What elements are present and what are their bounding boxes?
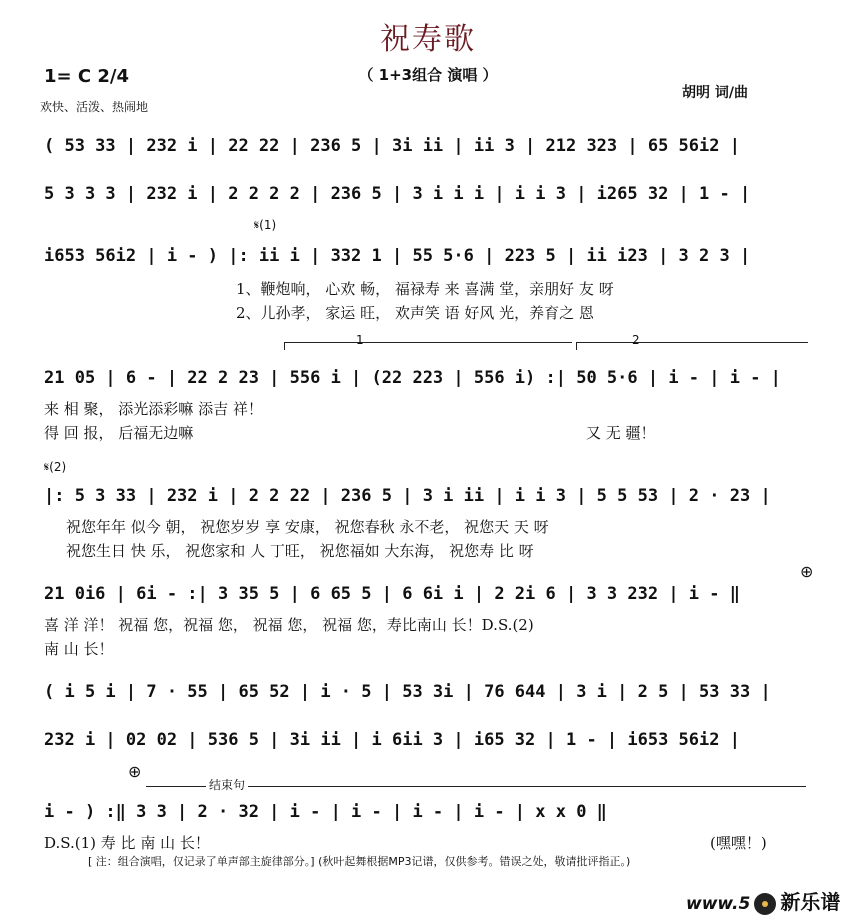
lyrics-verse2-a: 2、儿孙孝， 家运 旺， 欢声笑 语 好风 光，养育之 恩	[236, 304, 594, 322]
record-icon	[754, 893, 776, 915]
lyrics-chorus-a: 祝您年年 似今 朝， 祝您岁岁 享 安康， 祝您春秋 永不老， 祝您天 天 呀	[66, 518, 549, 536]
notation-line-4: 21 05 | 6 - | 22 2 23 | 556 i | (22 223 | 556 i) :| 50 5·6 | i - | i - |	[44, 368, 781, 388]
segno-sign-1: 𝄋(1)	[254, 218, 277, 232]
tempo-marking: 欢快、活泼、热闹地	[40, 100, 149, 114]
volta-tick-1	[284, 342, 285, 350]
notation-line-1: ( 53 33 | 232 i | 22 22 | 236 5 | 3i ii | ii 3 | 212 323 | 65 56i2 |	[44, 136, 740, 156]
coda-icon-2: ⊕	[128, 762, 142, 781]
notation-line-3: i653 56i2 | i - ) |: ii i | 332 1 | 55 5·6 | 223 5 | ii i23 | 3 2 3 |	[44, 246, 751, 266]
notation-line-6: 21 0i6 | 6i - :| 3 35 5 | 6 65 5 | 6 6i i | 2 2i 6 | 3 3 232 | i - ‖	[44, 584, 740, 604]
notation-line-9: i - ) :‖ 3 3 | 2 · 32 | i - | i - | i - | i - | x x 0 ‖	[44, 802, 607, 822]
notation-line-2: 5 3 3 3 | 232 i | 2 2 2 2 | 236 5 | 3 i i i | i i 3 | i265 32 | 1 - |	[44, 184, 751, 204]
lyrics-chorus-d: 南 山 长！	[44, 640, 114, 658]
site-logo	[686, 886, 840, 915]
logo-url: www.5	[686, 894, 751, 914]
footnote: [ 注：组合演唱，仅记录了单声部主旋律部分。] (秋叶起舞根据MP3记谱，仅供参考。错误之处，敬请批评指正。)	[88, 855, 631, 868]
volta-tick-2	[576, 342, 577, 350]
composer-credit: 胡明 词/曲	[682, 85, 748, 101]
notation-line-7: ( i 5 i | 7 · 55 | 65 52 | i · 5 | 53 3i | 76 644 | 3 i | 2 5 | 53 33 |	[44, 682, 771, 702]
lyrics-verse1-b: 来 相 聚， 添光添彩嘛 添吉 祥！	[44, 400, 263, 418]
volta-bracket-1	[284, 342, 572, 343]
volta-number-1: 1	[356, 333, 364, 347]
notation-line-5: |: 5 3 33 | 232 i | 2 2 22 | 236 5 | 3 i ii | i i 3 | 5 5 53 | 2 · 23 |	[44, 486, 771, 506]
lyrics-chorus-c: 喜 洋 洋！ 祝福 您，祝福 您， 祝福 您， 祝福 您，寿比南山 长！D.S.(2)	[44, 616, 534, 634]
notation-line-8: 232 i | 02 02 | 536 5 | 3i ii | i 6ii 3 | i65 32 | 1 - | i653 56i2 |	[44, 730, 740, 750]
lyrics-verse2-b: 得 回 报， 后福无边嘛	[44, 424, 194, 442]
lyrics-verse2-c: 又 无 疆！	[586, 424, 656, 442]
lyrics-ending: D.S.(1) 寿 比 南 山 长！	[44, 834, 210, 852]
logo-brand: 新乐谱	[780, 890, 841, 914]
key-signature: 1= C 2/4	[44, 66, 129, 87]
volta-bracket-2	[576, 342, 808, 343]
lyrics-ending-shout: (嘿嘿！)	[710, 834, 767, 852]
segno-sign-2: 𝄋(2)	[44, 460, 67, 474]
coda-icon: ⊕	[800, 562, 814, 581]
lyrics-chorus-b: 祝您生日 快 乐， 祝您家和 人 丁旺， 祝您福如 大东海， 祝您寿 比 呀	[66, 542, 534, 560]
ending-label: 结束句	[206, 776, 248, 793]
volta-number-2: 2	[632, 333, 640, 347]
lyrics-verse1-a: 1、鞭炮响， 心欢 畅， 福禄寿 来 喜满 堂，亲朋好 友 呀	[236, 280, 614, 298]
singer-credit: （ 1+3组合 演唱 ）	[358, 66, 498, 84]
song-title: 祝寿歌	[380, 22, 476, 57]
